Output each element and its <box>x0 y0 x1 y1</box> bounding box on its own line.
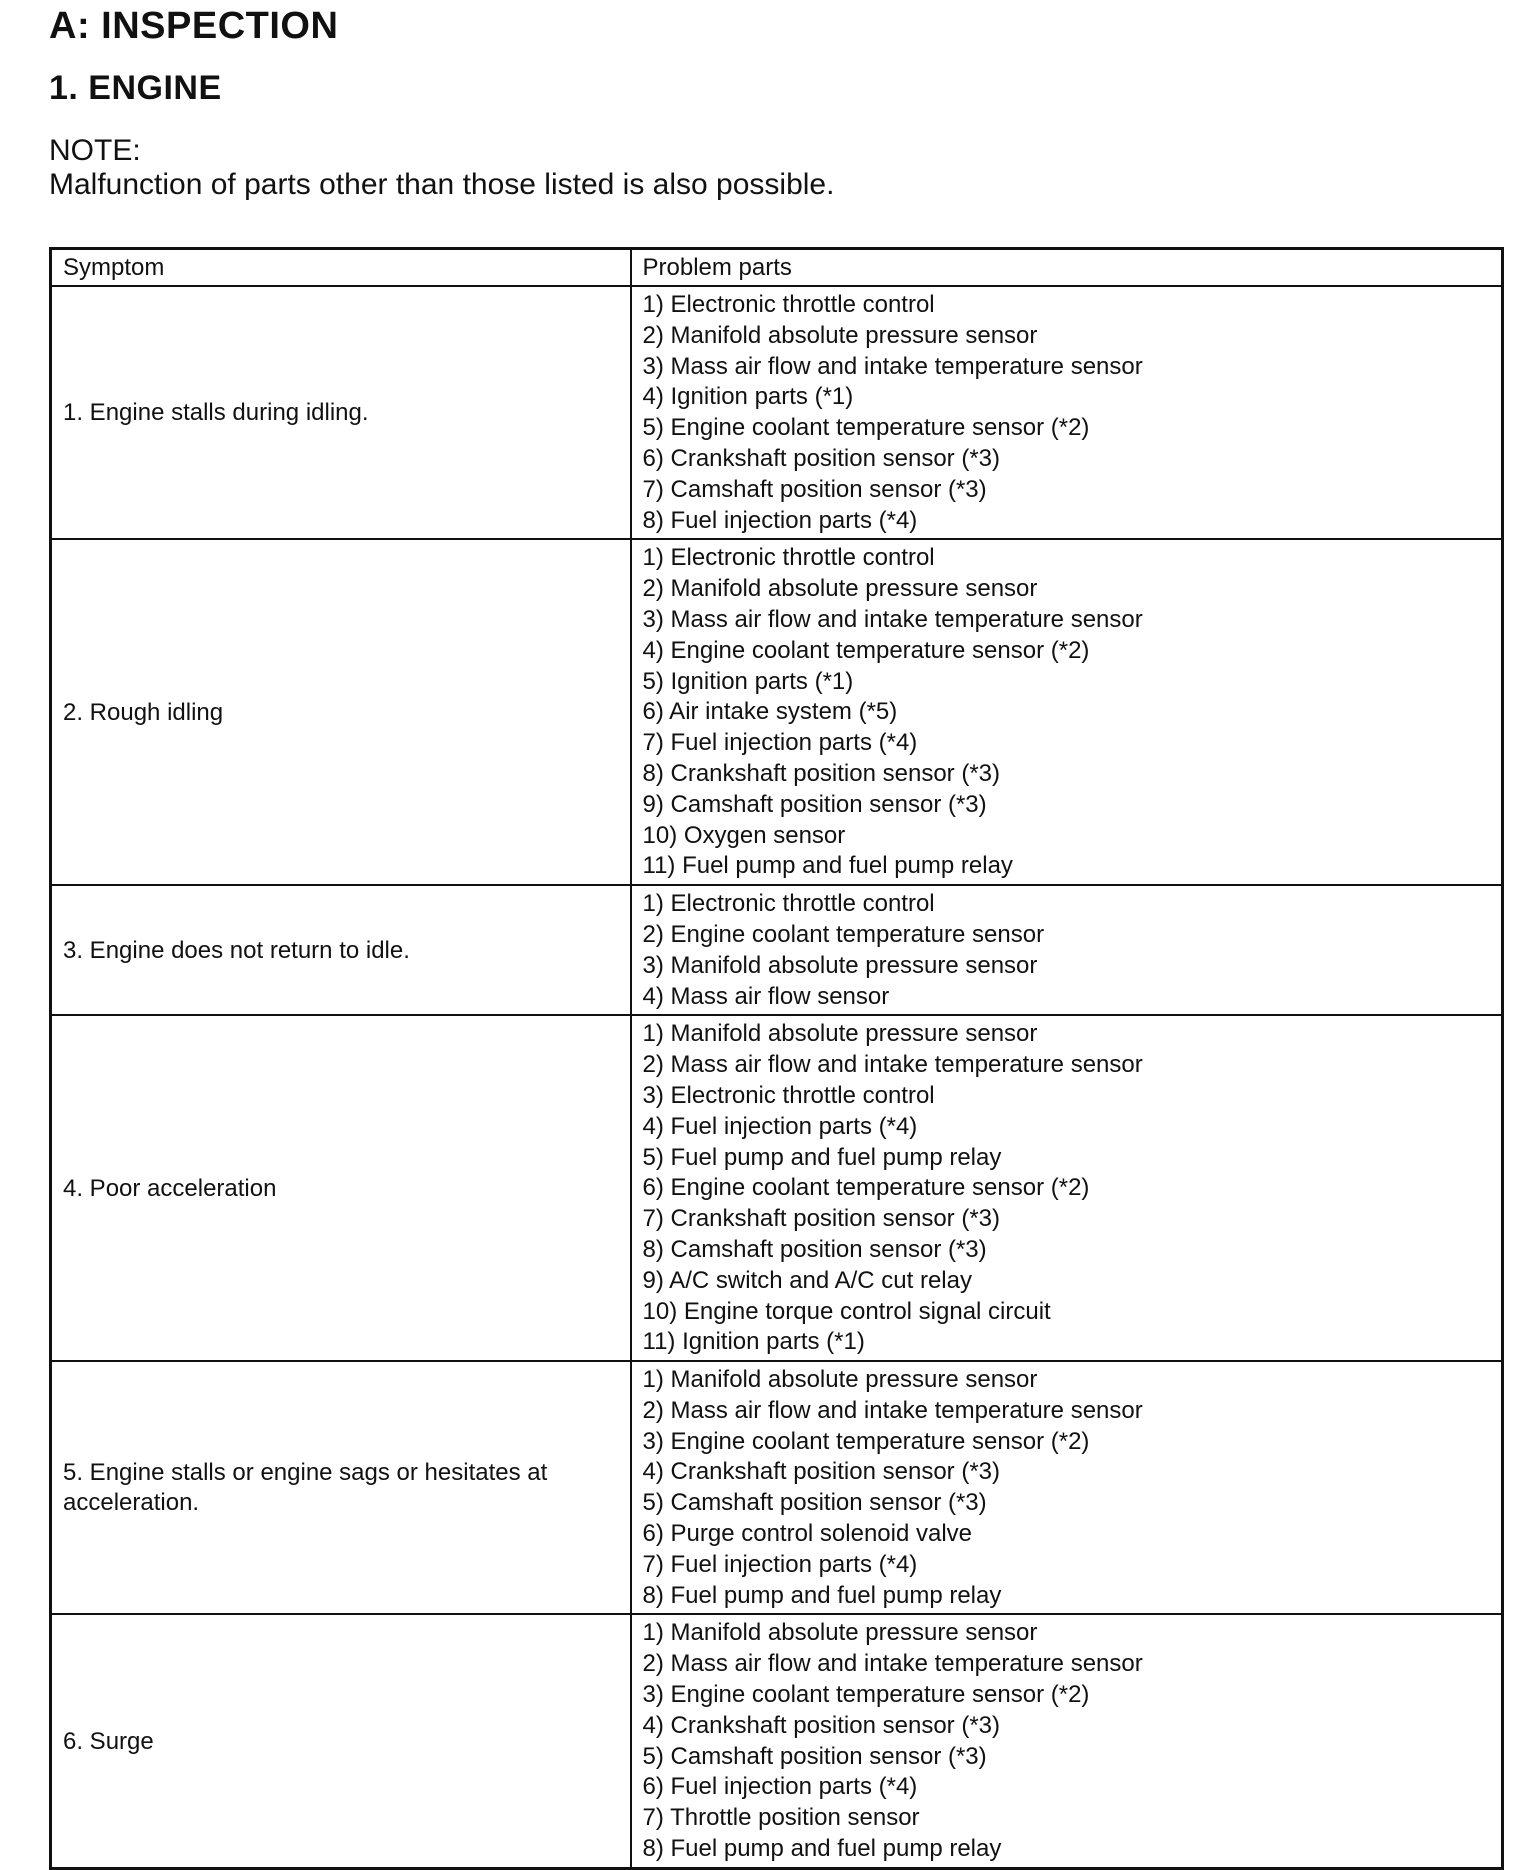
table-row <box>51 286 1503 539</box>
problem-part-item: 1) Manifold absolute pressure sensor <box>642 1619 1038 1647</box>
problem-part-item: 4) Ignition parts (*1) <box>642 383 854 411</box>
problem-part-item: 3) Mass air flow and intake temperature sensor <box>642 352 1143 380</box>
problem-part-item: 9) A/C switch and A/C cut relay <box>642 1266 972 1294</box>
symptom-cell: 5. Engine stalls or engine sags or hesitates at acceleration. <box>51 1361 631 1614</box>
problem-part-item: 7) Camshaft position sensor (*3) <box>642 475 987 503</box>
problem-part-item: 11) Ignition parts (*1) <box>642 1328 865 1356</box>
section-heading: A: INSPECTION <box>49 5 339 47</box>
subsection-heading: 1. ENGINE <box>49 69 222 107</box>
problem-part-item: 5) Camshaft position sensor (*3) <box>642 1489 987 1517</box>
problem-part-item: 1) Electronic throttle control <box>642 544 935 572</box>
problem-part-item: 1) Manifold absolute pressure sensor <box>642 1020 1038 1048</box>
problem-part-item: 8) Fuel pump and fuel pump relay <box>642 1835 1002 1863</box>
note-text: Malfunction of parts other than those listed is also possible. <box>49 168 835 201</box>
problem-part-item: 3) Mass air flow and intake temperature sensor <box>642 605 1143 633</box>
symptom-cell: 6. Surge <box>51 1614 631 1868</box>
symptom-cell: 4. Poor acceleration <box>51 1015 631 1361</box>
problem-part-item: 5) Ignition parts (*1) <box>642 667 854 695</box>
problem-part-item: 2) Manifold absolute pressure sensor <box>642 575 1038 603</box>
problem-parts-cell <box>631 539 1503 885</box>
problem-part-item: 4) Crankshaft position sensor (*3) <box>642 1711 1000 1739</box>
note-label: NOTE: <box>49 134 141 167</box>
problem-part-item: 7) Crankshaft position sensor (*3) <box>642 1205 1000 1233</box>
problem-part-item: 6) Air intake system (*5) <box>642 698 898 726</box>
problem-part-item: 6) Purge control solenoid valve <box>642 1520 973 1548</box>
problem-parts-cell <box>631 1361 1503 1614</box>
problem-part-item: 3) Engine coolant temperature sensor (*2) <box>642 1427 1090 1455</box>
table-row <box>51 885 1503 1015</box>
problem-part-item: 2) Mass air flow and intake temperature sensor <box>642 1396 1143 1424</box>
problem-part-item: 1) Manifold absolute pressure sensor <box>642 1366 1038 1394</box>
problem-part-item: 10) Engine torque control signal circuit <box>642 1297 1051 1325</box>
problem-part-item: 3) Engine coolant temperature sensor (*2) <box>642 1681 1090 1709</box>
table-body <box>51 286 1503 1868</box>
problem-parts-cell <box>631 885 1503 1015</box>
table-header-row <box>51 249 1503 287</box>
problem-part-item: 2) Engine coolant temperature sensor <box>642 920 1045 948</box>
table-row <box>51 539 1503 885</box>
problem-part-item: 1) Electronic throttle control <box>642 291 935 318</box>
problem-part-item: 11) Fuel pump and fuel pump relay <box>642 852 1013 880</box>
problem-part-item: 9) Camshaft position sensor (*3) <box>642 790 987 818</box>
problem-part-item: 8) Crankshaft position sensor (*3) <box>642 759 1000 787</box>
table-row <box>51 1361 1503 1614</box>
problem-parts-cell <box>631 1614 1503 1868</box>
problem-part-item: 2) Manifold absolute pressure sensor <box>642 321 1038 349</box>
problem-part-item: 4) Fuel injection parts (*4) <box>642 1112 918 1140</box>
problem-part-item: 8) Camshaft position sensor (*3) <box>642 1235 987 1263</box>
problem-part-item: 6) Crankshaft position sensor (*3) <box>642 444 1000 472</box>
problem-part-item: 8) Fuel injection parts (*4) <box>642 506 918 534</box>
symptom-cell: 1. Engine stalls during idling. <box>51 286 631 539</box>
problem-parts-cell <box>631 1015 1503 1361</box>
document-page <box>49 0 1501 1863</box>
symptom-cell: 3. Engine does not return to idle. <box>51 885 631 1015</box>
problem-part-item: 4) Engine coolant temperature sensor (*2) <box>642 636 1090 664</box>
problem-part-item: 6) Engine coolant temperature sensor (*2) <box>642 1174 1090 1202</box>
table-row <box>51 1614 1503 1868</box>
problem-part-item: 5) Engine coolant temperature sensor (*2) <box>642 414 1090 442</box>
problem-part-item: 3) Manifold absolute pressure sensor <box>642 951 1038 979</box>
problem-part-item: 7) Fuel injection parts (*4) <box>642 1550 918 1578</box>
problem-part-item: 4) Crankshaft position sensor (*3) <box>642 1458 1000 1486</box>
problem-part-item: 10) Oxygen sensor <box>642 821 846 849</box>
problem-part-item: 8) Fuel pump and fuel pump relay <box>642 1581 1002 1609</box>
problem-part-item: 3) Electronic throttle control <box>642 1081 935 1109</box>
problem-part-item: 5) Fuel pump and fuel pump relay <box>642 1143 1002 1171</box>
problem-parts-cell <box>631 286 1503 539</box>
problem-part-item: 2) Mass air flow and intake temperature sensor <box>642 1650 1143 1678</box>
problem-part-item: 6) Fuel injection parts (*4) <box>642 1773 918 1801</box>
symptom-cell: 2. Rough idling <box>51 539 631 885</box>
column-header-problem-parts: Problem parts <box>631 249 1503 287</box>
problem-part-item: 2) Mass air flow and intake temperature sensor <box>642 1051 1143 1079</box>
table-row <box>51 1015 1503 1361</box>
symptom-problem-parts-table <box>49 247 1504 1870</box>
problem-part-item: 1) Electronic throttle control <box>642 890 935 918</box>
column-header-symptom: Symptom <box>51 249 631 287</box>
problem-part-item: 7) Throttle position sensor <box>642 1804 920 1832</box>
problem-part-item: 4) Mass air flow sensor <box>642 982 890 1010</box>
problem-part-item: 5) Camshaft position sensor (*3) <box>642 1742 987 1770</box>
problem-part-item: 7) Fuel injection parts (*4) <box>642 729 918 757</box>
